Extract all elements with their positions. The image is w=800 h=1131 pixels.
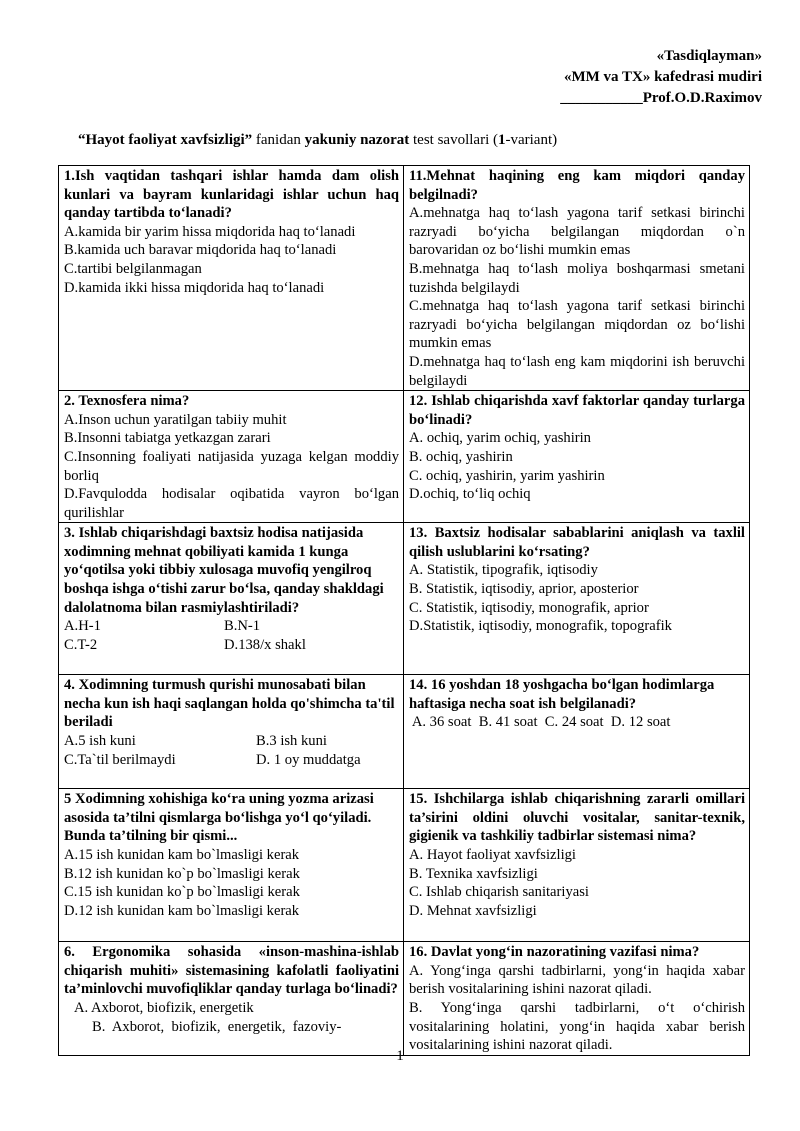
options-line: A. 36 soat B. 41 soat C. 24 soat D. 12 soat <box>409 714 671 731</box>
options-row <box>64 617 399 636</box>
question-text: 15. Ishchilarga ishlab chiqarishning zararli omillari ta’sirini oldini oluvchi vositalar, sanitar-texnik, gigienik va tashkiliy tadbirlar sistemasi nima? <box>409 791 745 845</box>
option: B. ochiq, yashirin <box>409 448 513 465</box>
option: C.Ta`til berilmaydi <box>64 751 176 768</box>
option: A.mehnatga haq to‘lash yagona tarif setkasi birinchi razryadi bo‘yicha belgilangan miqdordan o`n barovaridan oz bo‘lishi mumkin emas <box>409 205 745 259</box>
option: C.Insonning foaliyati natijasida yuzaga kelgan moddiy borliq <box>64 448 399 484</box>
option: B. Texnika xavfsizligi <box>409 865 538 882</box>
option: D.ochiq, to‘liq ochiq <box>409 486 531 503</box>
approval-block <box>560 46 762 109</box>
table-row <box>59 166 750 391</box>
option: B. Statistik, iqtisodiy, aprior, aposterior <box>409 581 639 598</box>
question-text: 16. Davlat yong‘in nazoratining vazifasi nima? <box>409 944 700 961</box>
options-row <box>64 636 399 655</box>
document-title <box>78 131 557 150</box>
question-cell-5 <box>59 789 404 942</box>
option: C.15 ish kunidan ko`p bo`lmasligi kerak <box>64 884 300 901</box>
option: C.T-2 <box>64 636 98 653</box>
option: A. Statistik, tipografik, iqtisodiy <box>409 562 598 579</box>
option: D.mehnatga haq to‘lash eng kam miqdorini ish beruvchi belgilaydi <box>409 353 745 389</box>
title-exam-type: yakuniy nazorat <box>304 132 410 148</box>
table-row <box>59 789 750 942</box>
question-cell-6 <box>59 942 404 1056</box>
option: A.Inson uchun yaratilgan tabiiy muhit <box>64 411 287 428</box>
page-number: 1 <box>396 1048 404 1064</box>
option: D.138/x shakl <box>224 636 306 653</box>
option: D. 1 oy muddatga <box>256 751 361 768</box>
title-end: -variant) <box>505 132 558 148</box>
option: B.3 ish kuni <box>256 733 327 750</box>
option: B. Yong‘inga qarshi tadbirlarni, o‘t o‘chirish vositalarining holatini, yong‘in haqida xabar berish vositalarining ishini nazorat qiladi. <box>409 1000 745 1054</box>
option: B.mehnatga haq to‘lash moliya boshqarmasi smetani tuzishda belgilaydi <box>409 260 745 296</box>
question-text: 6. Ergonomika sohasida «inson-mashina-ishlab chiqarish muhiti» sistemasining kafolatli faoliyatini ta’minlovchi muvofiqliklar qanday turlaga bo‘linadi? <box>64 944 399 998</box>
question-cell-12 <box>404 391 750 523</box>
option: B.Insonni tabiatga yetkazgan zarari <box>64 430 271 447</box>
table-row <box>59 942 750 1056</box>
option: D.12 ish kunidan kam bo`lmasligi kerak <box>64 902 300 919</box>
option: B. Axborot, biofizik, energetik, fazoviy- <box>92 1018 342 1035</box>
question-cell-3 <box>59 523 404 675</box>
option: B.12 ish kunidan ko`p bo`lmasligi kerak <box>64 865 300 882</box>
option: C. Ishlab chiqarish sanitariyasi <box>409 884 589 901</box>
option: C.tartibi belgilanmagan <box>64 260 202 277</box>
option: C. Statistik, iqtisodiy, monografik, aprior <box>409 599 649 616</box>
option: A. Yong‘inga qarshi tadbirlarni, yong‘in haqida xabar berish vositalarining ishini nazorat qiladi. <box>409 962 745 998</box>
table-row <box>59 391 750 523</box>
question-text: 3. Ishlab chiqarishdagi baxtsiz hodisa natijasida xodimning mehnat qobiliyati kamida 1 kunga yo‘qotilsa yoki tibbiy xulosaga muvofiq yengilroq boshqa ishga o‘tishi zarur bo‘lsa, qanday shakldagi dalolatnoma bilan rasmiylashtiriladi? <box>64 525 384 616</box>
question-cell-14 <box>404 675 750 789</box>
option: B.kamida uch baravar miqdorida haq to‘lanadi <box>64 242 337 259</box>
option: C.mehnatga haq to‘lash yagona tarif setkasi birinchi razryadi bo‘yicha belgilangan miqdordan oz bo‘lishi mumkin emas <box>409 298 745 352</box>
question-text: 2. Texnosfera nima? <box>64 393 190 410</box>
question-cell-11 <box>404 166 750 391</box>
option: D.kamida ikki hissa miqdorida haq to‘lanadi <box>64 279 325 296</box>
question-text: 4. Xodimning turmush qurishi munosabati bilan necha kun ish haqi saqlangan holda qo'shimcha ta'til beriladi <box>64 677 395 731</box>
approval-line-2: «MM va TX» kafedrasi mudiri <box>563 69 762 85</box>
question-text: 11.Mehnat haqining eng kam miqdori qanday belgilnadi? <box>409 168 745 203</box>
table-row <box>59 675 750 789</box>
question-cell-1 <box>59 166 404 391</box>
option: A.15 ish kunidan kam bo`lmasligi kerak <box>64 847 300 864</box>
question-cell-15 <box>404 789 750 942</box>
title-rest: test savollari ( <box>409 132 498 148</box>
questions-table <box>58 165 750 1056</box>
options-row <box>64 732 399 751</box>
question-text: 1.Ish vaqtidan tashqari ishlar hamda dam olish kunlari va bayram kunlaridagi ishlar uchun haq qanday tartibda to‘lanadi? <box>64 168 399 222</box>
question-cell-13 <box>404 523 750 675</box>
option: A. Axborot, biofizik, energetik <box>74 1000 254 1017</box>
option: A. ochiq, yarim ochiq, yashirin <box>409 430 591 447</box>
question-cell-2 <box>59 391 404 523</box>
question-text: 5 Xodimning xohishiga ko‘ra uning yozma arizasi asosida ta’tilni qismlarga bo‘lishga yo‘l qo‘yiladi. Bunda ta’tilning bir qismi... <box>64 791 374 845</box>
title-mid: fanidan <box>252 132 305 148</box>
option: C. ochiq, yashirin, yarim yashirin <box>409 467 605 484</box>
table-row <box>59 523 750 675</box>
option: A. Hayot faoliyat xavfsizligi <box>409 847 576 864</box>
option: B.N-1 <box>224 618 261 635</box>
title-subject: “Hayot faoliyat xavfsizligi” <box>78 132 253 148</box>
question-text: 14. 16 yoshdan 18 yoshgacha bo‘lgan hodimlarga haftasiga necha soat ish belgilanadi? <box>409 677 715 712</box>
approval-line-3: ___________Prof.O.D.Raximov <box>560 90 762 106</box>
question-cell-4 <box>59 675 404 789</box>
question-cell-16 <box>404 942 750 1056</box>
option: D.Favqulodda hodisalar oqibatida vayron bo‘lgan qurilishlar <box>64 486 399 521</box>
approval-line-1: «Tasdiqlayman» <box>656 48 762 64</box>
option: A.kamida bir yarim hissa miqdorida haq to‘lanadi <box>64 223 356 240</box>
option: A.5 ish kuni <box>64 733 136 750</box>
option: A.H-1 <box>64 618 101 635</box>
option: D. Mehnat xavfsizligi <box>409 902 537 919</box>
options-row <box>64 751 399 770</box>
title-variant: 1 <box>497 132 506 148</box>
option: D.Statistik, iqtisodiy, monografik, topografik <box>409 618 672 635</box>
question-text: 12. Ishlab chiqarishda xavf faktorlar qanday turlarga bo‘linadi? <box>409 393 745 428</box>
question-text: 13. Baxtsiz hodisalar sabablarini aniqlash va taxlil qilish uslublarini ko‘rsating? <box>409 525 745 560</box>
